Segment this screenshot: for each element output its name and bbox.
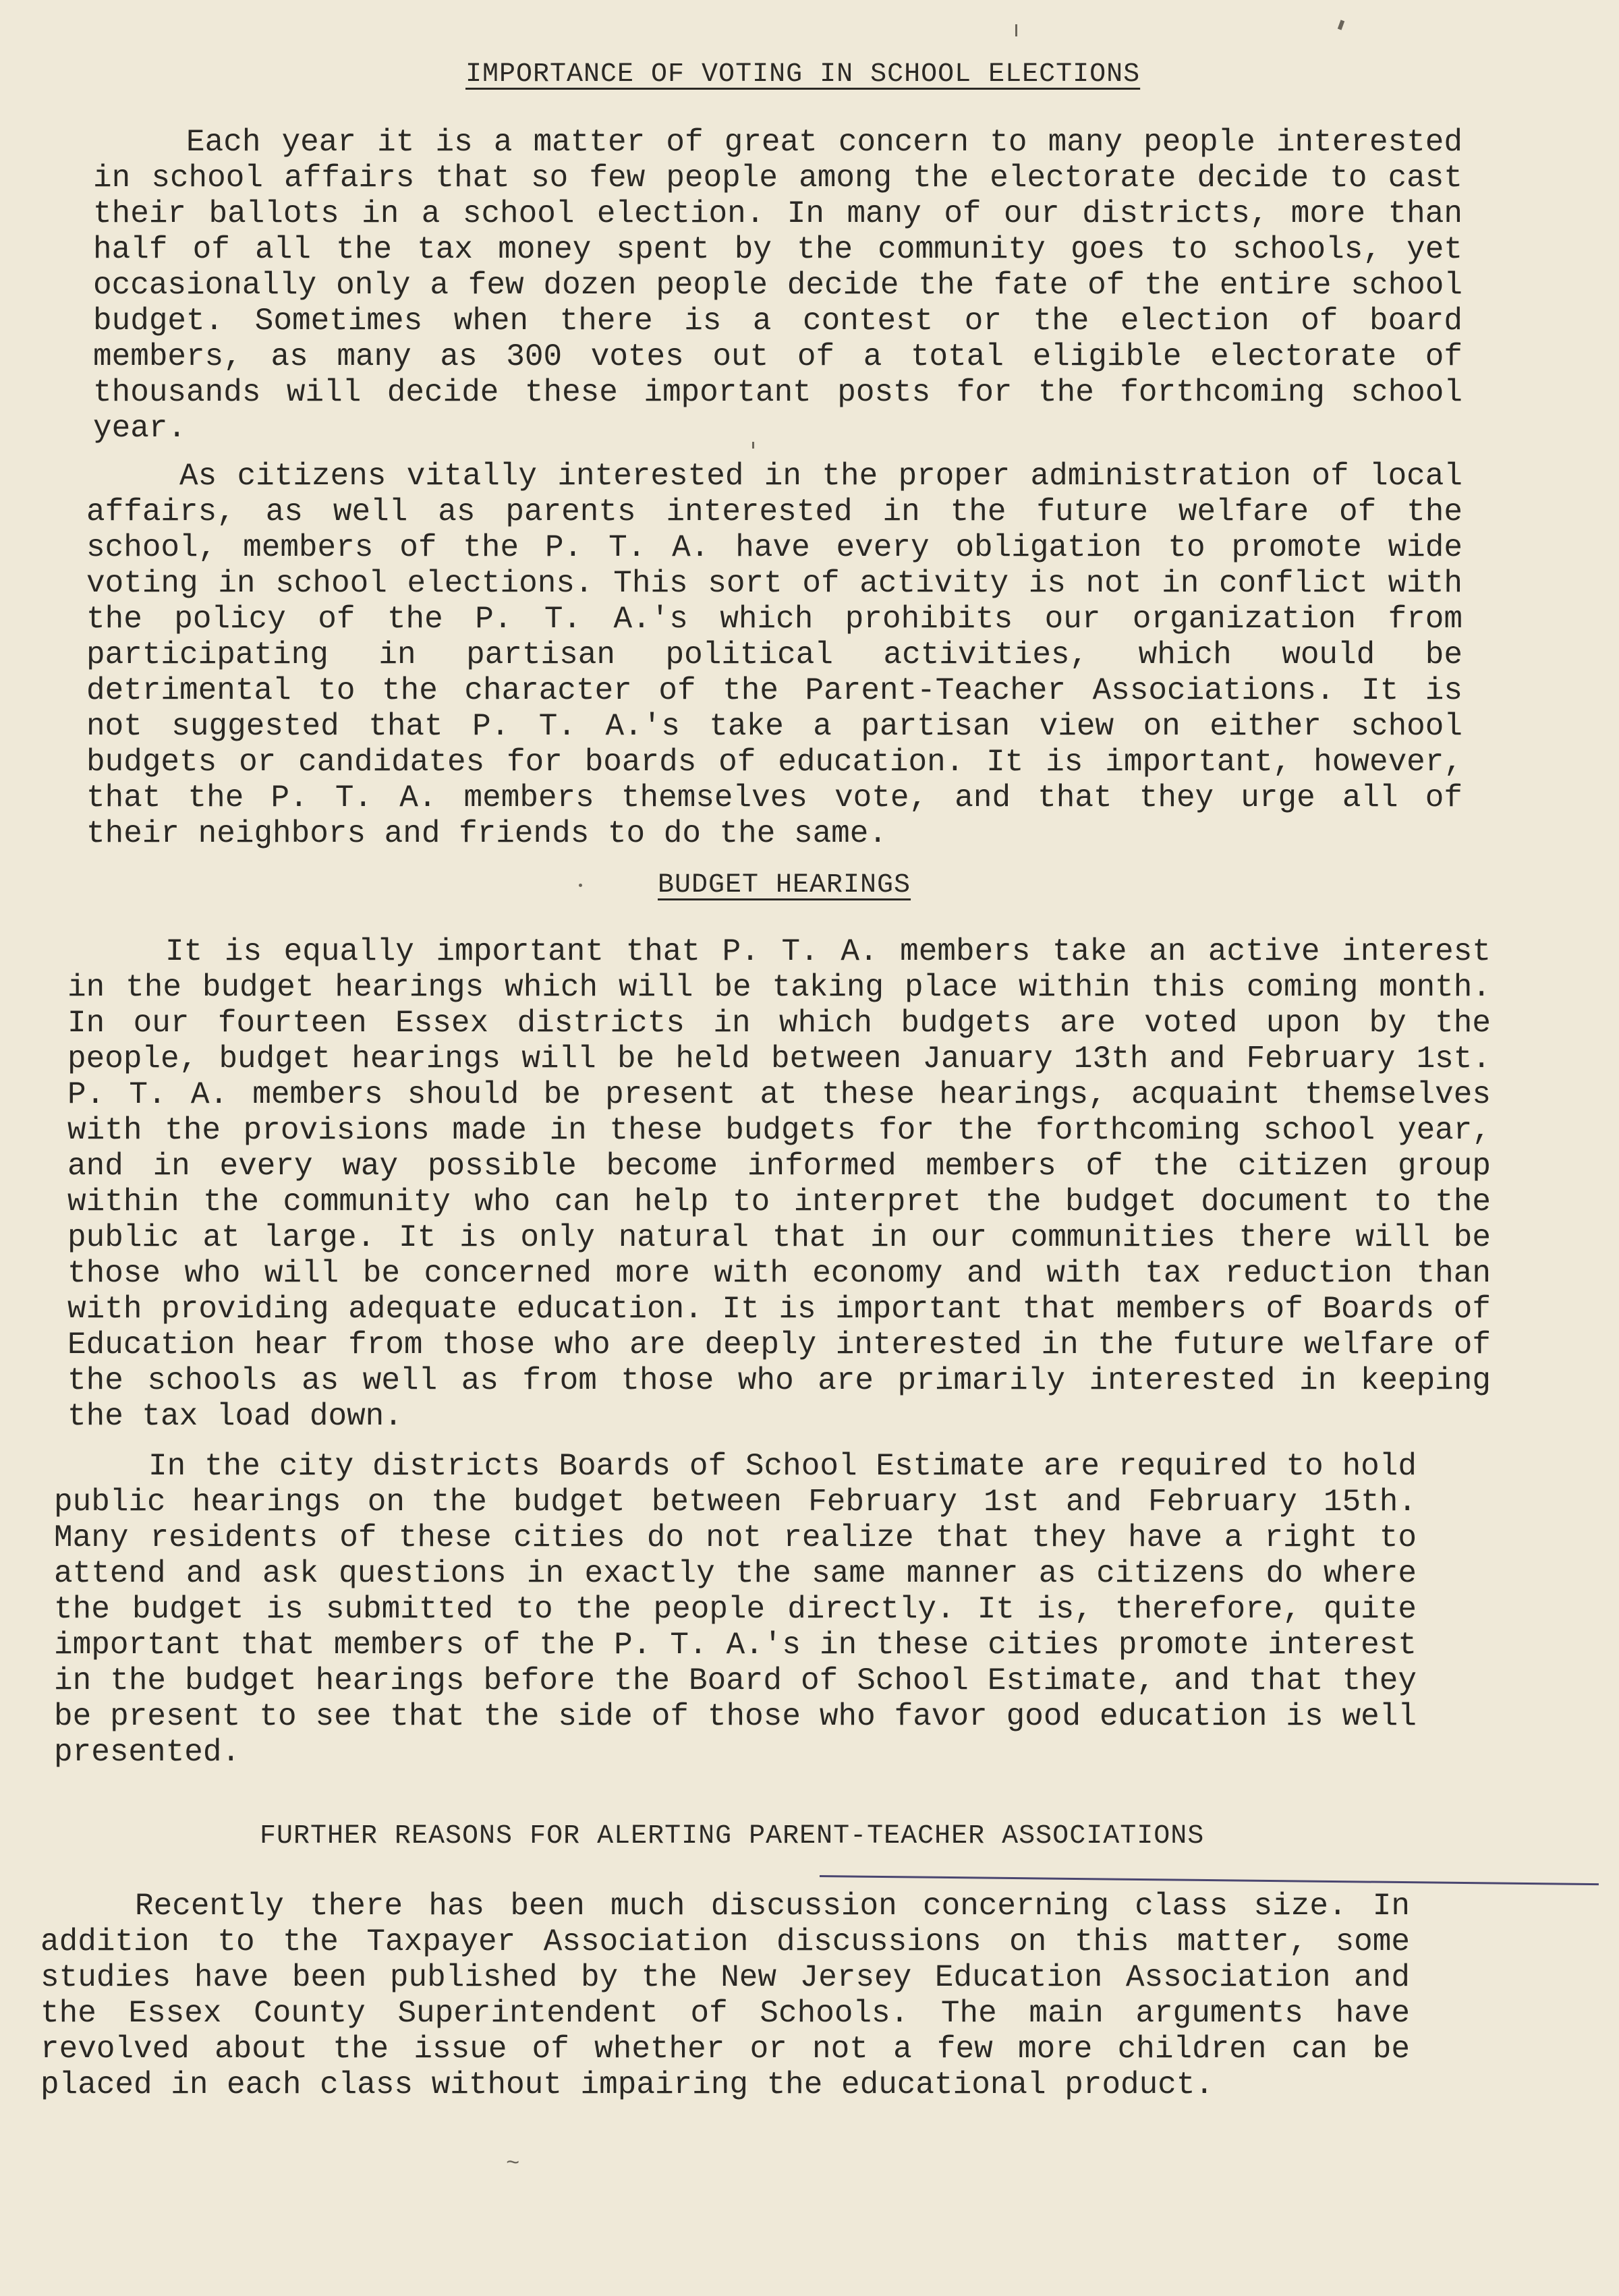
paragraph-text: Recently there has been much discussion concerning class size. In addition to the Taxpayer Association discussions on this matter, some studies have been published by the New Jersey Education Association and the Essex County Superintendent of Schools. The main arguments have revolved about the issue of whether or not a few more children can be placed in each class without impairing the educational product.	[40, 1889, 1410, 2102]
ink-speck	[1338, 20, 1344, 30]
section-heading-further-reasons: FURTHER REASONS FOR ALERTING PARENT-TEACHER ASSOCIATIONS	[260, 1821, 1205, 1852]
further-reasons-paragraph-1	[40, 1889, 1410, 2103]
voting-paragraph-1	[93, 125, 1462, 447]
paragraph-text: As citizens vitally interested in the proper administration of local affairs, as well as parents interested in the future welfare of the school, members of the P. T. A. have every obligation to promote wide voting in school elections. This sort of activity is not in conflict with the policy of the P. T. A.'s which prohibits our organization from participating in partisan political activities, which would be detrimental to the character of the Parent-Teacher Associations. It is not suggested that P. T. A.'s take a partisan view on either school budgets or candidates for boards of education. It is important, however, that the P. T. A. members themselves vote, and that they urge all of their neighbors and friends to do the same.	[86, 459, 1462, 851]
ink-speck	[579, 884, 582, 887]
budget-paragraph-1	[67, 934, 1491, 1435]
heading-underline	[820, 1875, 1599, 1885]
section-heading-voting: IMPORTANCE OF VOTING IN SCHOOL ELECTIONS	[465, 59, 1141, 90]
paragraph-text: In the city districts Boards of School Estimate are required to hold public hearings on the budget between February 1st and February 15th. Many residents of these cities do not realize that they have a right to attend and ask questions in exactly the same manner as citizens do where the budget is submitted to the people directly. It is, therefore, quite important that members of the P. T. A.'s in these cities promote interest in the budget hearings before the Board of School Estimate, and that they be present to see that the side of those who favor good education is well presented.	[54, 1449, 1417, 1770]
section-heading-budget-hearings: BUDGET HEARINGS	[658, 870, 911, 900]
paragraph-text: Each year it is a matter of great concern to many people interested in school affairs that so few people among the electorate decide to cast their ballots in a school election. In many of our districts, more than half of all the tax money spent by the community goes to schools, yet occasionally only a few dozen people decide the fate of the entire school budget. Sometimes when there is a contest or the election of board members, as many as 300 votes out of a total eligible electorate of thousands will decide these important posts for the forthcoming school year.	[93, 125, 1462, 446]
ink-speck	[752, 442, 754, 449]
budget-paragraph-2	[54, 1449, 1417, 1771]
ink-speck	[1015, 24, 1017, 36]
voting-paragraph-2	[86, 459, 1462, 852]
paragraph-text: It is equally important that P. T. A. members take an active interest in the budget hearings which will be taking place within this coming month. In our fourteen Essex districts in which budgets are voted upon by the people, budget hearings will be held between January 13th and February 1st. P. T. A. members should be present at these hearings, acquaint themselves with the provisions made in these budgets for the forthcoming school year, and in every way possible become informed members of the citizen group within the community who can help to interpret the budget document to the public at large. It is only natural that in our communities there will be those who will be concerned more with economy and with tax reduction than with providing adequate education. It is important that members of Boards of Education hear from those who are deeply interested in the future welfare of the schools as well as from those who are primarily interested in keeping the tax load down.	[67, 934, 1491, 1434]
page-mark: ~	[506, 2152, 520, 2177]
